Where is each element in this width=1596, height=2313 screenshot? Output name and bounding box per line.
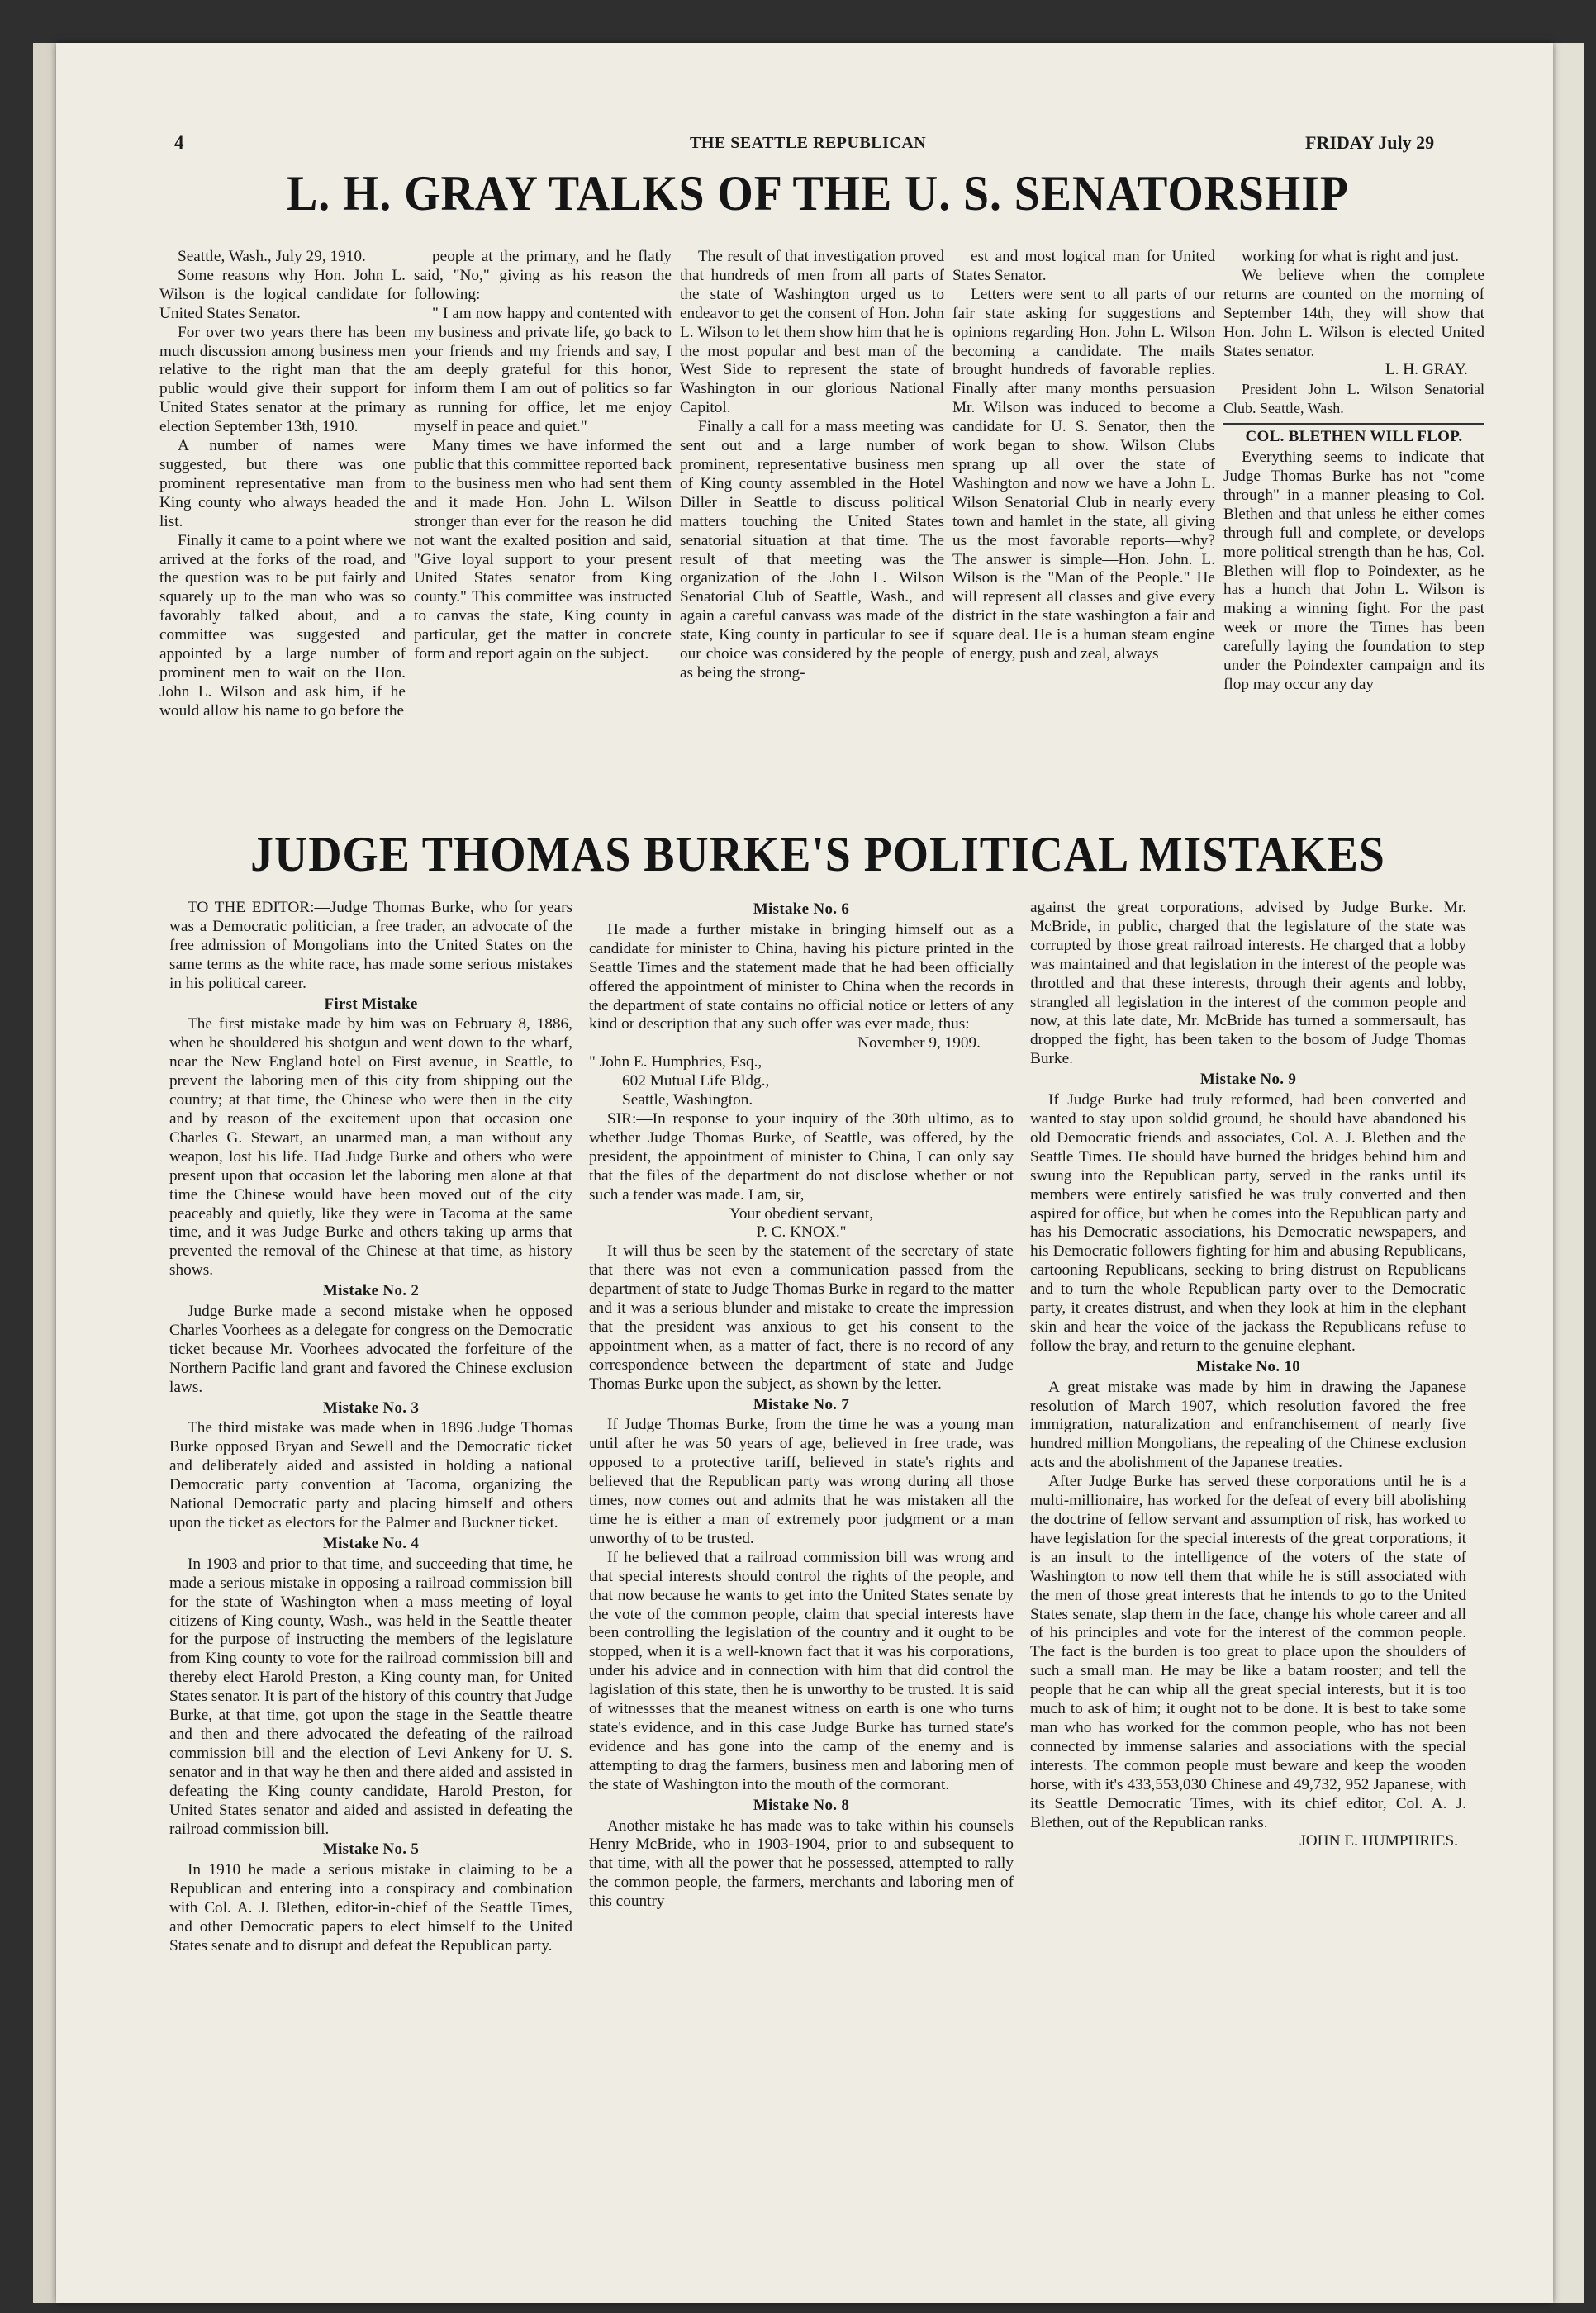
section-heading: Mistake No. 6 [753, 900, 850, 918]
section-heading: Mistake No. 2 [322, 1282, 420, 1300]
column-rule [1223, 423, 1484, 425]
page-edge-right [1551, 43, 1584, 2303]
letter-date: November 9, 1909. [857, 1034, 981, 1052]
article2-headline: JUDGE THOMAS BURKE'S POLITICAL MISTAKES [250, 827, 1385, 881]
article2-column-3 [1030, 899, 1466, 2295]
paragraph: Judge Burke made a second mistake when he opposed Charles Voorhees as a delegate for congress on the Democratic ticket because Mr. Voorhees advocated the forfeiture of the Northern Pacific land grant and favored the Chinese exclusion laws. [169, 1303, 572, 1396]
paragraph: If he believed that a railroad commission bill was wrong and that special interests should control the rights of the people, and that now because he wants to get into the United States senate by the vote of the common people, claim that special interests have been controlling the legislation of the country and it ought to be stopped, when it is a well-known fact that it was his corporations, under his advice and in connection with him that did control the lagislation of this state, then he is unworthy to be trusted. It is said of witnessses that the meanest witness on earth is one who turns state's evidence, and in this case Judge Burke has turned state's evidence and has gone into the camp of the enemy and is attempting to drag the farmers, business men and laboring men of the state of Washington into the mouth of the cormorant. [589, 1548, 1014, 1793]
article2-column-1 [169, 899, 572, 2295]
article1-column-4 [952, 248, 1215, 803]
article1-column-1 [159, 248, 406, 803]
paragraph: The first mistake made by him was on February 8, 1886, when he shouldered his shotgun and went down to the wharf, near the New England hotel on First avenue, in Seattle, to prevent the laboring men of this city from shipping out the country; at that time, the Chinese who were then in the city and by reason of the excitement upon that occasion one Charles G. Stewart, an unarmed man, a man without any weapon, lost his life. Had Judge Burke and others who were present upon that occasion let the laboring men alone at that time the Chinese would have been moved out of the city peaceably and quietly, like they were in Tacoma at the same time, and it was Judge Burke and others taking up arms that prevented the removal of the Chinese at that time, as history shows. [169, 1015, 572, 1280]
section-heading: Mistake No. 9 [1199, 1071, 1297, 1089]
paragraph: people at the primary, and he flatly said, "No," giving as his reason the following: [414, 248, 672, 303]
paragraph: The third mistake was made when in 1896 Judge Thomas Burke opposed Bryan and Sewell and the Democratic ticket and deliberately aided and assisted in holding a national Democratic party convention at Tacoma, organizing the National Democratic party and placing himself and others upon the ticket as electors for the Palmer and Buckner ticket. [169, 1419, 572, 1532]
paragraph: A great mistake was made by him in drawing the Japanese resolution of March 1907, which resolution favored the free immigration, naturalization and enfranchisement of nearly five hundred million Mongolians, the repealing of the Chinese exclusion acts and the abolishment of the Japanese treaties. [1030, 1378, 1466, 1472]
address-line: Seattle, Washington. [622, 1091, 753, 1109]
paragraph: SIR:—In response to your inquiry of the 30th ultimo, as to whether Judge Thomas Burke, of Seattle, was offered, by the president, the appointment of minister to China, I can only say that the files of the department do not disclose whether or not such a tender was made. I am, sir, [589, 1109, 1014, 1204]
paragraph: against the great corporations, advised by Judge Burke. Mr. McBride, in public, charged that the legislature of the state was corrupted by those great railroad interests. He charged that a lobby was maintained and that legislation in the interest of the people was throttled and that these interests, through their agents and lobby, strangled all legislation in the interest of the common people and now, at this late date, Mr. McBride has turned a sommersault, has dropped the fight, has been taken to the bosom of Judge Thomas Burke. [1030, 899, 1466, 1068]
sub-headline: COL. BLETHEN WILL FLOP. [1245, 428, 1463, 446]
section-heading: Mistake No. 8 [753, 1796, 850, 1814]
paragraph: TO THE EDITOR:—Judge Thomas Burke, who for years was a Democratic politician, a free trader, an advocate of the free admission of Mongolians into the United States on the same terms as the white race, has made some serious mistakes in his political career. [169, 899, 572, 992]
paper-name: THE SEATTLE REPUBLICAN [690, 134, 927, 152]
paragraph: " I am now happy and contented with my business and private life, go back to your friends and my friends and say, I am deeply grateful for this honor, inform them I am out of politics so far as running for office, let me enjoy myself in peace and quiet." [414, 304, 672, 436]
paragraph: Some reasons why Hon. John L. Wilson is the logical candidate for United States Senator. [159, 266, 406, 322]
paragraph: Seattle, Wash., July 29, 1910. [178, 248, 366, 265]
letter-closing: P. C. KNOX." [756, 1223, 847, 1242]
article2-column-2 [589, 899, 1014, 2295]
paragraph: He made a further mistake in bringing himself out as a candidate for minister to China, having his picture printed in the Seattle Times and the statement made that he had been officially offered the appointment of minister to China when the records in the department of state contains no official notice or letters of any kind or description that any such offer was ever made, thus: [589, 920, 1014, 1033]
letter-closing: Your obedient servant, [729, 1204, 874, 1223]
paragraph: Finally a call for a mass meeting was sent out and a large number of prominent, representative business men of King county assembled in the Hotel Diller in Seattle to discuss political matters touching the United States senatorial situation at that time. The result of that meeting was the organization of the John L. Wilson Senatorial Club of Seattle, Wash., and again a careful canvass was made of the state, King county in particular to see if our choice was considered by the people as being the strong- [680, 418, 944, 682]
section-heading: First Mistake [324, 995, 418, 1013]
paragraph: working for what is right and just. [1242, 248, 1459, 265]
article1-column-5 [1223, 248, 1484, 803]
sub-article-text: Everything seems to indicate that Judge Thomas Burke has not "come through" in a manner pleasing to Col. Blethen and that unless he either comes through full and complete, or develops more political strength than he has, Col. Blethen will flop to Poindexter, as he has a hunch that John L. Wilson is making a winning fight. For the past week or more the Times has been carefully laying the foundation to step under the Poindexter campaign and its flop may occur any day [1223, 449, 1484, 693]
address-line: 602 Mutual Life Bldg., [622, 1072, 770, 1090]
paragraph: President John L. Wilson Senatorial Club. Seattle, Wash. [1223, 381, 1484, 417]
section-heading: Mistake No. 7 [753, 1395, 850, 1413]
article1-column-3 [680, 248, 944, 803]
paragraph: A number of names were suggested, but there was one prominent representative man from King county who always headed the list. [159, 437, 406, 530]
signature: JOHN E. HUMPHRIES. [1299, 1832, 1458, 1850]
paragraph: The result of that investigation proved that hundreds of men from all parts of the state of Washington urged us to endeavor to get the consent of Hon. John L. Wilson to let them show him that he is the most popular and best man of the West Side to represent the state of Washington in our glorious National Capitol. [680, 248, 944, 417]
paragraph: In 1910 he made a serious mistake in claiming to be a Republican and entering into a conspiracy and combination with Col. A. J. Blethen, editor-in-chief of the Seattle Times, and other Democratic papers to elect himself to the United States senate and to disrupt and defeat the Republican party. [169, 1861, 572, 1954]
paragraph: If Judge Burke had truly reformed, had been converted and wanted to stay upon soldid ground, he should have abandoned his old Democratic friends and associates, Col. A. J. Blethen and the Seattle Times. He should have burned the bridges behind him and swung into the Republican party, served in the ranks until its members were entirely satisfied he was truly converted and then aspired for office, but when he comes into the Republican party and has his Democratic associations, his Democratic newspapers, and his Democratic followers fighting for him and abusing Republicans, cartooning Republicans, seeking to bring distrust on Republicans and to turn the whole Republican party over to the Democratic party, it creates distrust, and when they look at him in the elephant skin and hear the voice of the jackass the Republicans refuse to follow the bray, and return to the genuine elephant. [1030, 1091, 1466, 1355]
page-edge-left [33, 43, 58, 2303]
section-heading: Mistake No. 4 [322, 1534, 420, 1552]
paragraph: " John E. Humphries, Esq., [589, 1053, 762, 1071]
paragraph: For over two years there has been much discussion among business men relative to the right man that the public would give their support for United States senator at the primary election September 13th, 1910. [159, 323, 406, 436]
paragraph: In 1903 and prior to that time, and succeeding that time, he made a serious mistake in opposing a railroad commission bill for the state of Washington when a mass meeting of loyal citizens of King county, Wash., was held in the Seattle theater for the purpose of instructing the members of the legislature from King county to vote for the railroad commission bill and thereby elect Harold Preston, a King county man, for United States senator. It is part of the history of this country that Judge Burke, at that time, got upon the stage in the Seattle theatre and then and there advocated the defeating of the railroad commission bill and the election of Levi Ankeny for U. S. senator and in that way he then and there aided and assisted in defeating the King county candidate, Harold Preston, for United States senator and aided and assisted in defeating the railroad commission bill. [169, 1555, 572, 1838]
paragraph: Finally it came to a point where we arrived at the forks of the road, and the question was to be put fairly and squarely up to the man who was so favorably talked about, and a committee was suggested and appointed by a large number of prominent men to wait on the Hon. John L. Wilson and ask him, if he would allow his name to go before the [159, 531, 406, 720]
paragraph: est and most logical man for United States Senator. [952, 248, 1215, 284]
page-number: 4 [174, 132, 184, 153]
paragraph: If Judge Thomas Burke, from the time he was a young man until after he was 50 years of age, believed in free trade, was opposed to a protective tariff, believed in state's rights and believed that the Republican party was wrong during all those times, now comes out and admits that he was mistaken all the time he is either a man of extremely poor judgment or a man unworthy of to be trusted. [589, 1416, 1014, 1547]
section-heading: Mistake No. 3 [322, 1399, 420, 1417]
section-heading: Mistake No. 10 [1195, 1357, 1301, 1375]
paragraph: We believe when the complete returns are counted on the morning of September 14th, they will show that Hon. John L. Wilson is elected United States senator. [1223, 266, 1484, 360]
paragraph: Another mistake he has made was to take within his counsels Henry McBride, who in 1903-1904, prior to and subsequent to that time, with all the power that he possessed, attempted to rally the common people, the farmers, merchants and laboring men of this country [589, 1817, 1014, 1911]
paragraph: After Judge Burke has served these corporations until he is a multi-millionaire, has worked for the defeat of every bill abolishing the doctrine of fellow servant and assumption of risk, has worked to have legislation for the special interests of the great corporations, it is an insult to the intelligence of the voters of the state of Washington to now tell them that while he is still associated with the men of those great interests that he intends to go to the United States senate, slap them in the face, change his whole career and all of his principles and vote for the interest of the common people. The fact is the burden is too great to place upon the shoulders of such a small man. He may be like a batam rooster; and tell the people that he can whip all the great special interests, but it is too much to ask of him; it ought not to be done. It is best to take some man who has worked for the common people, who has not been connected by immense salaries and associations with the special interests. The common people must beware and keep the wooden horse, with it's 433,553,030 Chinese and 49,732, 952 Japanese, with its Seattle Democratic Times, with its chief editor, Col. A. J. Blethen, out of the Republican ranks. [1030, 1473, 1466, 1831]
article1-headline: L. H. GRAY TALKS OF THE U. S. SENATORSHIP [287, 166, 1349, 221]
paragraph: It will thus be seen by the statement of the secretary of state that there was not even a communication passed from the department of state to Judge Thomas Burke in regard to the matter and it was a serious blunder and mistake to create the impression that the president was anxious to get his consent to the appointment when, as a matter of fact, there is no record of any correspondence between the department of state and Judge Thomas Burke upon the subject, as shown by the letter. [589, 1242, 1014, 1393]
paragraph: Letters were sent to all parts of our fair state asking for suggestions and opinions regarding Hon. John L. Wilson becoming a candidate. The mails brought hundreds of favorable replies. Finally after many months persuasion Mr. Wilson was induced to become a candidate for U. S. Senator, then the work began to show. Wilson Clubs sprang up all over the state of Washington and now we have a John L. Wilson Senatorial Club in nearly every town and hamlet in the state, all giving us the most favorable reports—why? The answer is simple—Hon. John. L. Wilson is the "Man of the People." He will represent all classes and give every district in the state washington a fair and square deal. He is a human steam engine of energy, push and zeal, always [952, 285, 1215, 663]
issue-date: FRIDAY July 29 [1305, 132, 1435, 153]
paragraph: Many times we have informed the public that this committee reported back to the business men who had sent them and it made Hon. John L. Wilson stronger than ever for the reason he did not want the exalted position and said, "Give loyal support to your present United States senator from King county." This committee was instructed to canvas the state, King county in particular, get the matter in concrete form and report again on the subject. [414, 437, 672, 663]
article1-column-2 [414, 248, 672, 803]
section-heading: Mistake No. 5 [322, 1840, 420, 1859]
signature: L. H. GRAY. [1385, 361, 1468, 379]
